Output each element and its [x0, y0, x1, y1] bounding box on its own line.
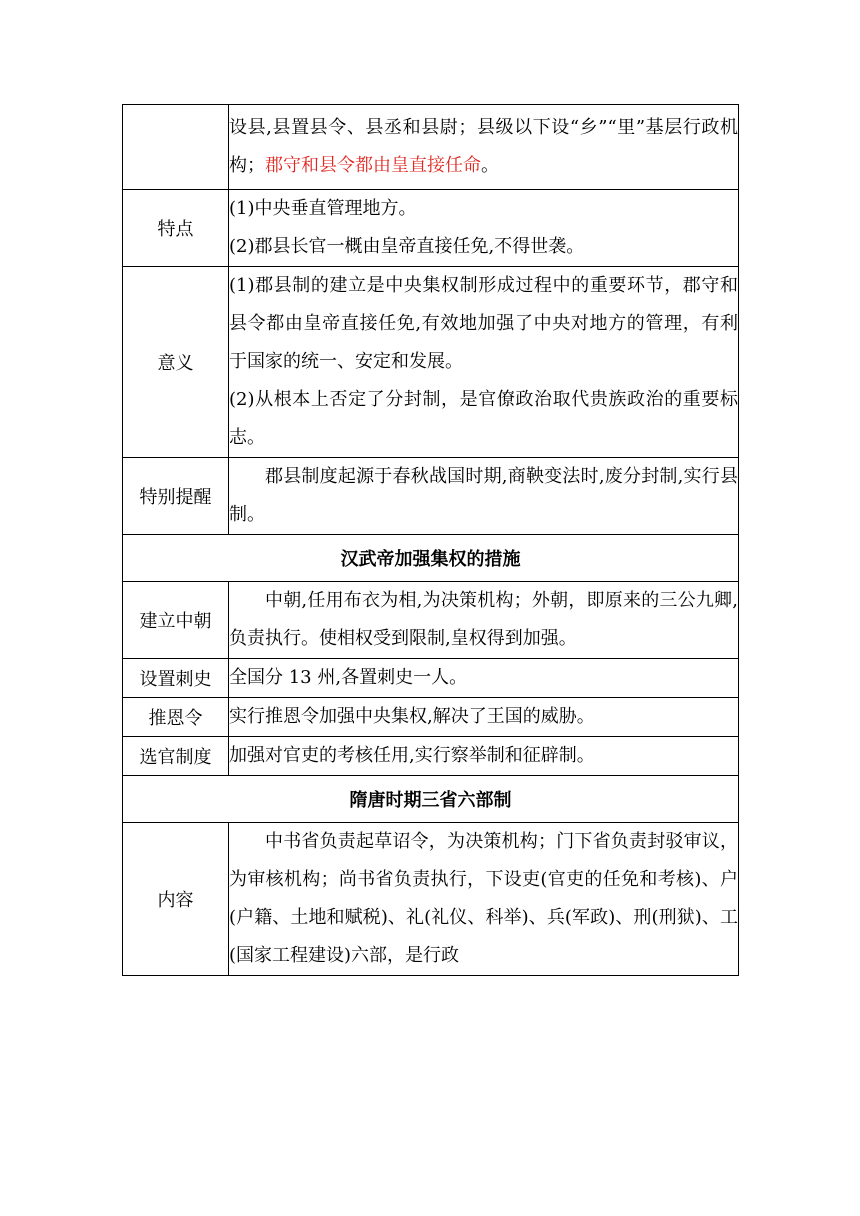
- content-text: 设县,县置县令、县丞和县尉；县级以下设“乡”“里”基层行政机构；: [229, 117, 738, 176]
- row-content-special-reminder: [229, 458, 739, 535]
- content-paragraph: 中书省负责起草诏令，为决策机构；门下省负责封驳审议，为审核机构；尚书省负责执行，下设吏(官吏的任免和考核)、户(户籍、土地和赋税)、礼(礼仪、科举)、兵(军政)、刑(刑狱)、工(国家工程建设)六部，是行政: [229, 831, 738, 966]
- history-notes-table: [122, 104, 739, 976]
- row-content-inspectors: [229, 659, 739, 698]
- content-paragraph: (2)从根本上否定了分封制，是官僚政治取代贵族政治的重要标志。: [229, 389, 738, 448]
- content-paragraph: 全国分 13 州,各置刺史一人。: [229, 667, 468, 688]
- content-paragraph: [229, 109, 738, 185]
- content-paragraph: 实行推恩令加强中央集权,解决了王国的威胁。: [229, 706, 595, 727]
- content-paragraph: (1)中央垂直管理地方。: [229, 198, 417, 219]
- row-label-special-reminder: 特别提醒: [123, 458, 229, 535]
- row-label-contents: 内容: [123, 823, 229, 976]
- content-paragraph: (1)郡县制的建立是中央集权制形成过程中的重要环节，郡守和县令都由皇帝直接任免,有效地加强了中央对地方的管理，有利于国家的统一、安定和发展。: [229, 275, 738, 372]
- row-content-features: [229, 190, 739, 267]
- row-label-empty: [123, 105, 229, 190]
- table-row: [123, 267, 739, 458]
- row-content-jun-xian-intro: [229, 105, 739, 190]
- row-content-official-selection: [229, 737, 739, 776]
- table-row: [123, 582, 739, 659]
- row-label-inspectors: 设置刺史: [123, 659, 229, 698]
- row-content-inner-court: [229, 582, 739, 659]
- table-row: [123, 823, 739, 976]
- highlight-text: 郡守和县令都由皇直接任命: [265, 155, 481, 176]
- row-label-significance: 意义: [123, 267, 229, 458]
- table-row: [123, 458, 739, 535]
- table-row: [123, 698, 739, 737]
- row-content-significance: [229, 267, 739, 458]
- table-row: [123, 105, 739, 190]
- table-row: [123, 190, 739, 267]
- row-label-features: 特点: [123, 190, 229, 267]
- content-paragraph: 郡县制度起源于春秋战国时期,商鞅变法时,废分封制,实行县制。: [229, 466, 738, 525]
- content-text-end: 。: [481, 155, 499, 176]
- content-paragraph: 中朝,任用布衣为相,为决策机构；外朝，即原来的三公九卿,负责执行。使相权受到限制,皇权得到加强。: [229, 590, 738, 649]
- table-row: [123, 659, 739, 698]
- table-row: [123, 737, 739, 776]
- content-paragraph: (2)郡县长官一概由皇帝直接任免,不得世袭。: [229, 236, 585, 257]
- section-header-sui-tang: 隋唐时期三省六部制: [123, 776, 739, 823]
- row-content-tuien-ling: [229, 698, 739, 737]
- row-label-inner-court: 建立中朝: [123, 582, 229, 659]
- row-label-tuien-ling: 推恩令: [123, 698, 229, 737]
- section-header-han-wudi: 汉武帝加强集权的措施: [123, 535, 739, 582]
- row-content-three-departments: [229, 823, 739, 976]
- table-row: [123, 535, 739, 582]
- table-row: [123, 776, 739, 823]
- row-label-official-selection: 选官制度: [123, 737, 229, 776]
- content-paragraph: 加强对官吏的考核任用,实行察举制和征辟制。: [229, 745, 595, 766]
